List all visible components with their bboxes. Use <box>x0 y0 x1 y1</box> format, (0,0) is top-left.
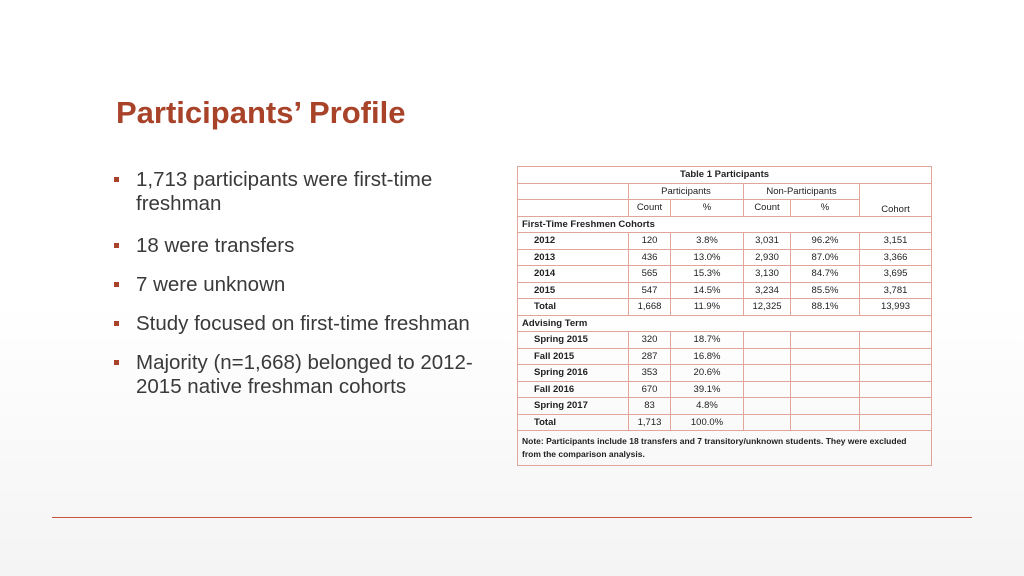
cell: 100.0% <box>671 414 744 431</box>
cell <box>791 398 860 415</box>
row-label: Fall 2016 <box>518 381 629 398</box>
section-header: Advising Term <box>518 315 932 332</box>
cell: 12,325 <box>744 299 791 316</box>
participants-table <box>517 166 932 466</box>
bullet-item <box>114 273 494 297</box>
cell: 4.8% <box>671 398 744 415</box>
table-row <box>518 249 932 266</box>
cell: 120 <box>629 233 671 250</box>
cell: 3,234 <box>744 282 791 299</box>
cell <box>860 381 932 398</box>
row-label: 2013 <box>518 249 629 266</box>
cell: 436 <box>629 249 671 266</box>
cell: 18.7% <box>671 332 744 349</box>
cell: 320 <box>629 332 671 349</box>
cell <box>791 414 860 431</box>
table-row <box>518 233 932 250</box>
bullet-list <box>114 168 494 414</box>
bullet-item <box>114 312 494 336</box>
cell <box>860 348 932 365</box>
cell: 87.0% <box>791 249 860 266</box>
header-percent: % <box>671 200 744 217</box>
header-participants: Participants <box>629 183 744 200</box>
cell <box>744 332 791 349</box>
cell <box>860 414 932 431</box>
cell: 3,695 <box>860 266 932 283</box>
cell: 547 <box>629 282 671 299</box>
bullet-text: 7 were unknown <box>136 273 286 296</box>
cell: 353 <box>629 365 671 382</box>
cell: 16.8% <box>671 348 744 365</box>
cell: 85.5% <box>791 282 860 299</box>
cell: 13.0% <box>671 249 744 266</box>
bullet-marker <box>114 321 119 326</box>
table-row <box>518 348 932 365</box>
table-row <box>518 398 932 415</box>
bullet-text: Study focused on first-time freshman <box>136 312 470 335</box>
header-blank <box>518 183 629 200</box>
row-label: Total <box>518 299 629 316</box>
bullet-text: Majority (n=1,668) belonged to 2012-2015 native freshman cohorts <box>136 351 473 398</box>
row-label: Fall 2015 <box>518 348 629 365</box>
cell <box>744 381 791 398</box>
cell <box>791 348 860 365</box>
header-percent: % <box>791 200 860 217</box>
cell: 20.6% <box>671 365 744 382</box>
footer-divider <box>52 517 972 518</box>
table-note: Note: Participants include 18 transfers and 7 transitory/unknown students. They were excluded from the comparison analysis. <box>518 431 932 466</box>
row-label: Spring 2017 <box>518 398 629 415</box>
table-row <box>518 266 932 283</box>
cell: 3,130 <box>744 266 791 283</box>
cell: 2,930 <box>744 249 791 266</box>
bullet-text: 18 were transfers <box>136 234 295 257</box>
cell: 3,031 <box>744 233 791 250</box>
cell: 287 <box>629 348 671 365</box>
cell <box>744 365 791 382</box>
cell <box>860 365 932 382</box>
table-row <box>518 299 932 316</box>
cell: 565 <box>629 266 671 283</box>
bullet-text: 1,713 participants were first-time freshman <box>136 168 433 215</box>
cell: 3,781 <box>860 282 932 299</box>
row-label: Spring 2016 <box>518 365 629 382</box>
cell: 3,151 <box>860 233 932 250</box>
bullet-item <box>114 351 494 399</box>
cell <box>860 332 932 349</box>
cell: 1,713 <box>629 414 671 431</box>
header-cohort: Cohort <box>860 183 932 216</box>
cell: 84.7% <box>791 266 860 283</box>
row-label: 2012 <box>518 233 629 250</box>
cell <box>860 398 932 415</box>
row-label: Total <box>518 414 629 431</box>
table-row <box>518 332 932 349</box>
section-header: First-Time Freshmen Cohorts <box>518 216 932 233</box>
cell <box>744 398 791 415</box>
table-row <box>518 282 932 299</box>
header-blank <box>518 200 629 217</box>
row-label: 2014 <box>518 266 629 283</box>
row-label: 2015 <box>518 282 629 299</box>
bullet-item <box>114 168 494 216</box>
header-count: Count <box>629 200 671 217</box>
header-count: Count <box>744 200 791 217</box>
cell <box>791 381 860 398</box>
bullet-marker <box>114 177 119 182</box>
cell: 3.8% <box>671 233 744 250</box>
cell: 1,668 <box>629 299 671 316</box>
cell <box>744 348 791 365</box>
cell: 13,993 <box>860 299 932 316</box>
cell: 11.9% <box>671 299 744 316</box>
cell: 15.3% <box>671 266 744 283</box>
cell: 39.1% <box>671 381 744 398</box>
row-label: Spring 2015 <box>518 332 629 349</box>
bullet-item <box>114 234 494 258</box>
bullet-marker <box>114 243 119 248</box>
cell: 88.1% <box>791 299 860 316</box>
cell <box>791 332 860 349</box>
cell <box>791 365 860 382</box>
table-row <box>518 365 932 382</box>
bullet-marker <box>114 360 119 365</box>
table-row <box>518 414 932 431</box>
table-row <box>518 381 932 398</box>
cell: 3,366 <box>860 249 932 266</box>
cell: 83 <box>629 398 671 415</box>
slide-title: Participants’ Profile <box>116 95 406 130</box>
table-caption: Table 1 Participants <box>518 167 932 184</box>
cell: 670 <box>629 381 671 398</box>
bullet-marker <box>114 282 119 287</box>
cell: 96.2% <box>791 233 860 250</box>
header-non-participants: Non-Participants <box>744 183 860 200</box>
cell: 14.5% <box>671 282 744 299</box>
cell <box>744 414 791 431</box>
